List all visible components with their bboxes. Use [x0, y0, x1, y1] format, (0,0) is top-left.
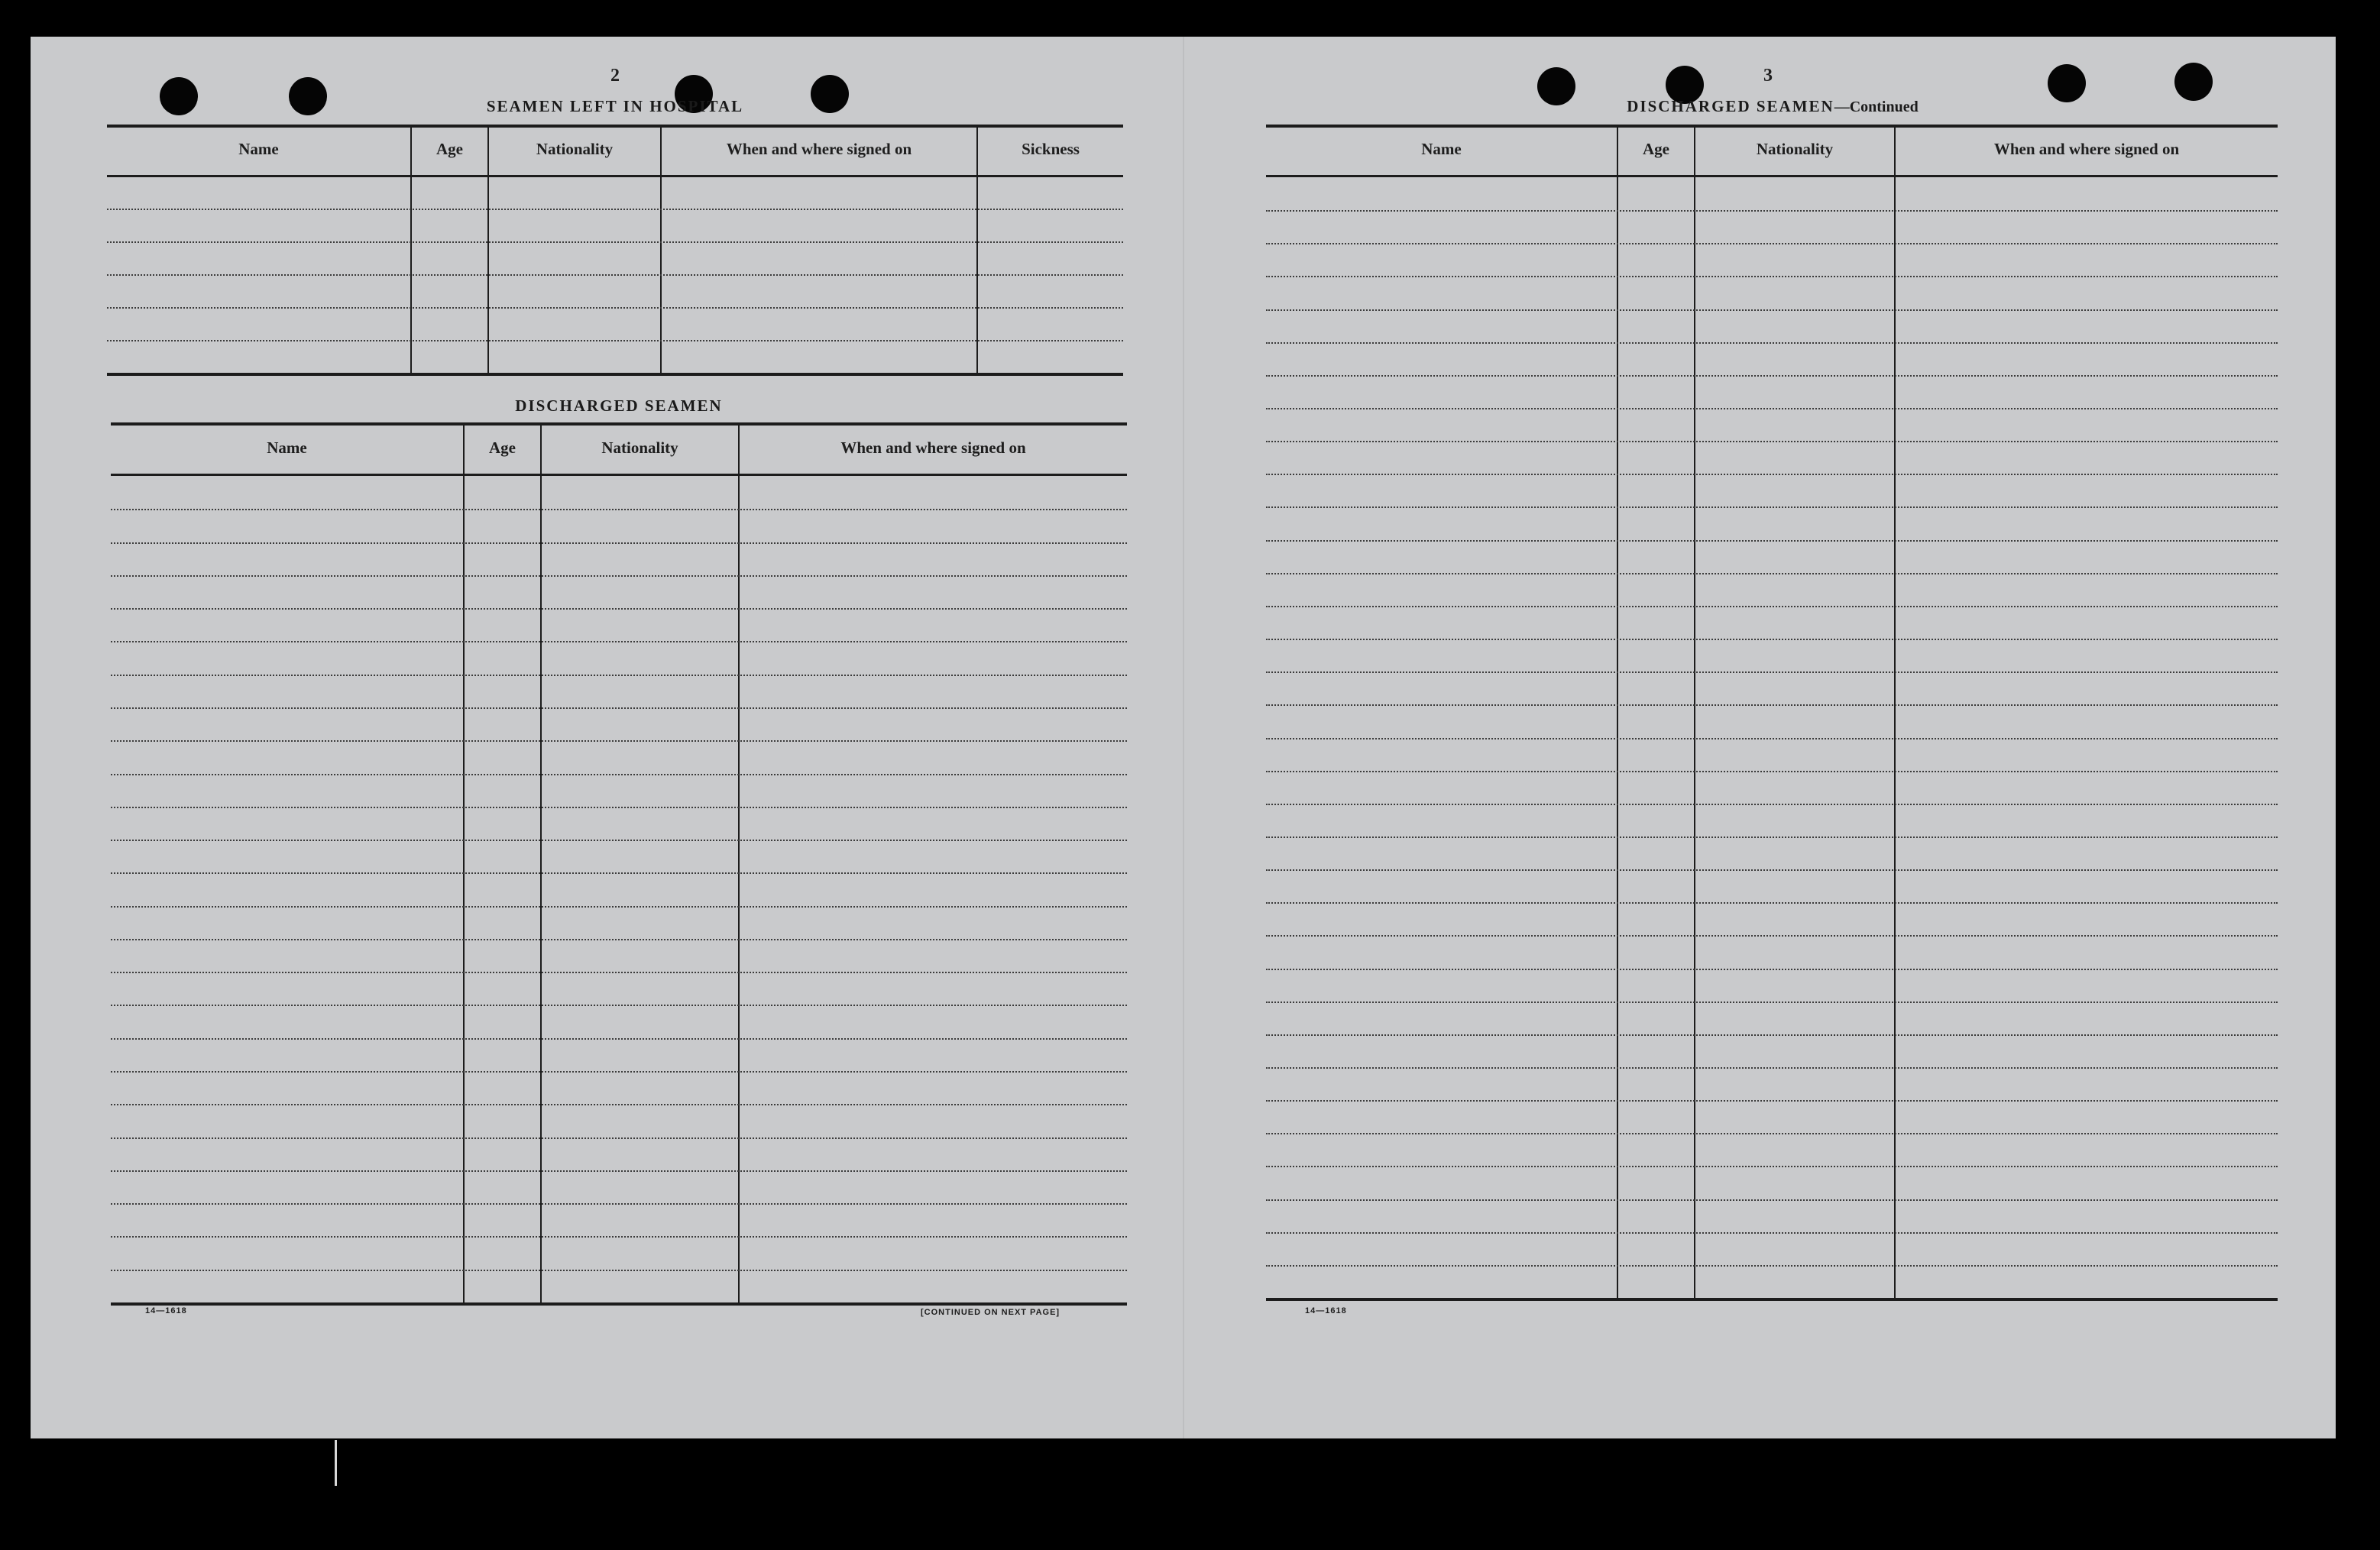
table-row: [1266, 639, 2278, 640]
table-row: [1266, 836, 2278, 838]
table-row: [1266, 342, 2278, 344]
column-divider: [1617, 128, 1618, 1298]
table-row: [111, 641, 1127, 642]
table-row: [1266, 935, 2278, 937]
table-top-rule: [107, 125, 1123, 128]
page-number-left: 2: [610, 66, 620, 86]
table-row: [1266, 704, 2278, 706]
punch-hole: [2174, 63, 2213, 101]
column-header-age: Age: [1643, 140, 1669, 158]
column-header-name: Name: [238, 140, 279, 158]
page-number-right: 3: [1763, 66, 1773, 86]
table-row: [1266, 671, 2278, 673]
section-title-text: DISCHARGED SEAMEN: [1627, 97, 1834, 115]
table-row: [111, 1203, 1127, 1205]
table-row: [1266, 506, 2278, 508]
column-header-nationality: Nationality: [1756, 140, 1834, 158]
header-rule: [111, 474, 1127, 476]
table-row: [1266, 1133, 2278, 1134]
continued-note: [CONTINUED ON NEXT PAGE]: [921, 1308, 1060, 1317]
hospital-table: [107, 125, 1123, 380]
scan-edge-mark: [335, 1440, 337, 1486]
table-row: [111, 575, 1127, 577]
table-row: [1266, 540, 2278, 542]
discharged-continued-table: [1266, 125, 2278, 1306]
punch-hole: [289, 77, 327, 115]
table-row: [1266, 1199, 2278, 1201]
table-row: [1266, 902, 2278, 904]
header-rule: [107, 175, 1123, 177]
table-row: [1266, 309, 2278, 311]
table-row: [1266, 573, 2278, 574]
table-row: [111, 707, 1127, 709]
column-divider: [487, 128, 489, 373]
punch-hole: [1537, 67, 1575, 105]
column-divider: [660, 128, 662, 373]
table-row: [1266, 1034, 2278, 1036]
table-row: [1266, 243, 2278, 244]
column-header-when-where-signed-on: When and where signed on: [726, 140, 912, 158]
column-divider: [976, 128, 978, 373]
section-title-discharged-seamen-continued: [1574, 97, 1971, 116]
column-header-nationality: Nationality: [601, 438, 678, 457]
column-header-age: Age: [436, 140, 463, 158]
table-top-rule: [111, 422, 1127, 426]
table-row: [111, 509, 1127, 510]
table-row: [1266, 738, 2278, 739]
table-row: [1266, 1166, 2278, 1167]
section-title-discharged-seamen: DISCHARGED SEAMEN: [515, 396, 723, 415]
column-header-name: Name: [1421, 140, 1462, 158]
table-row: [1266, 474, 2278, 475]
table-row: [111, 939, 1127, 940]
table-row: [1266, 375, 2278, 377]
table-row: [107, 209, 1123, 210]
table-row: [111, 1005, 1127, 1006]
table-row: [1266, 1002, 2278, 1003]
table-row: [111, 1137, 1127, 1139]
table-row: [111, 774, 1127, 775]
table-row: [107, 307, 1123, 309]
punch-hole: [2048, 64, 2086, 102]
table-row: [111, 807, 1127, 808]
column-header-when-where-signed-on: When and where signed on: [1993, 140, 2180, 158]
table-row: [1266, 441, 2278, 442]
table-row: [1266, 1067, 2278, 1069]
table-row: [1266, 408, 2278, 409]
table-row: [107, 340, 1123, 341]
table-row: [111, 740, 1127, 742]
column-header-age: Age: [489, 438, 516, 457]
table-row: [1266, 1100, 2278, 1102]
table-row: [111, 1170, 1127, 1172]
punch-hole: [160, 77, 198, 115]
column-header-name: Name: [267, 438, 307, 457]
column-divider: [410, 128, 412, 373]
table-bottom-rule: [111, 1302, 1127, 1306]
table-row: [1266, 1232, 2278, 1234]
section-title-suffix: —Continued: [1834, 99, 1919, 115]
column-divider: [1694, 128, 1695, 1298]
header-rule: [1266, 175, 2278, 177]
table-row: [111, 1270, 1127, 1271]
table-row: [111, 972, 1127, 973]
table-row: [1266, 804, 2278, 805]
table-row: [107, 274, 1123, 276]
form-number-left: 14—1618: [145, 1306, 187, 1315]
table-row: [111, 675, 1127, 676]
column-header-sickness: Sickness: [1022, 140, 1080, 158]
table-bottom-rule: [107, 373, 1123, 376]
table-row: [1266, 869, 2278, 871]
page-fold: [1183, 37, 1184, 1438]
table-row: [1266, 276, 2278, 277]
table-row: [111, 840, 1127, 841]
table-row: [1266, 1265, 2278, 1267]
table-row: [1266, 606, 2278, 607]
table-row: [111, 906, 1127, 908]
column-divider: [1894, 128, 1896, 1298]
table-top-rule: [1266, 125, 2278, 128]
table-row: [107, 241, 1123, 243]
table-row: [1266, 771, 2278, 772]
form-number-right: 14—1618: [1305, 1306, 1347, 1315]
table-row: [111, 872, 1127, 874]
table-row: [111, 1236, 1127, 1238]
table-bottom-rule: [1266, 1298, 2278, 1301]
table-row: [111, 608, 1127, 610]
table-row: [111, 1104, 1127, 1105]
table-row: [1266, 210, 2278, 212]
column-header-nationality: Nationality: [536, 140, 614, 158]
table-row: [1266, 969, 2278, 970]
table-row: [111, 1071, 1127, 1073]
column-header-when-where-signed-on: When and where signed on: [840, 438, 1026, 457]
table-row: [111, 542, 1127, 544]
section-title-seamen-left-in-hospital: SEAMEN LEFT IN HOSPITAL: [486, 97, 744, 115]
discharged-table: [111, 422, 1127, 1310]
table-row: [111, 1038, 1127, 1040]
